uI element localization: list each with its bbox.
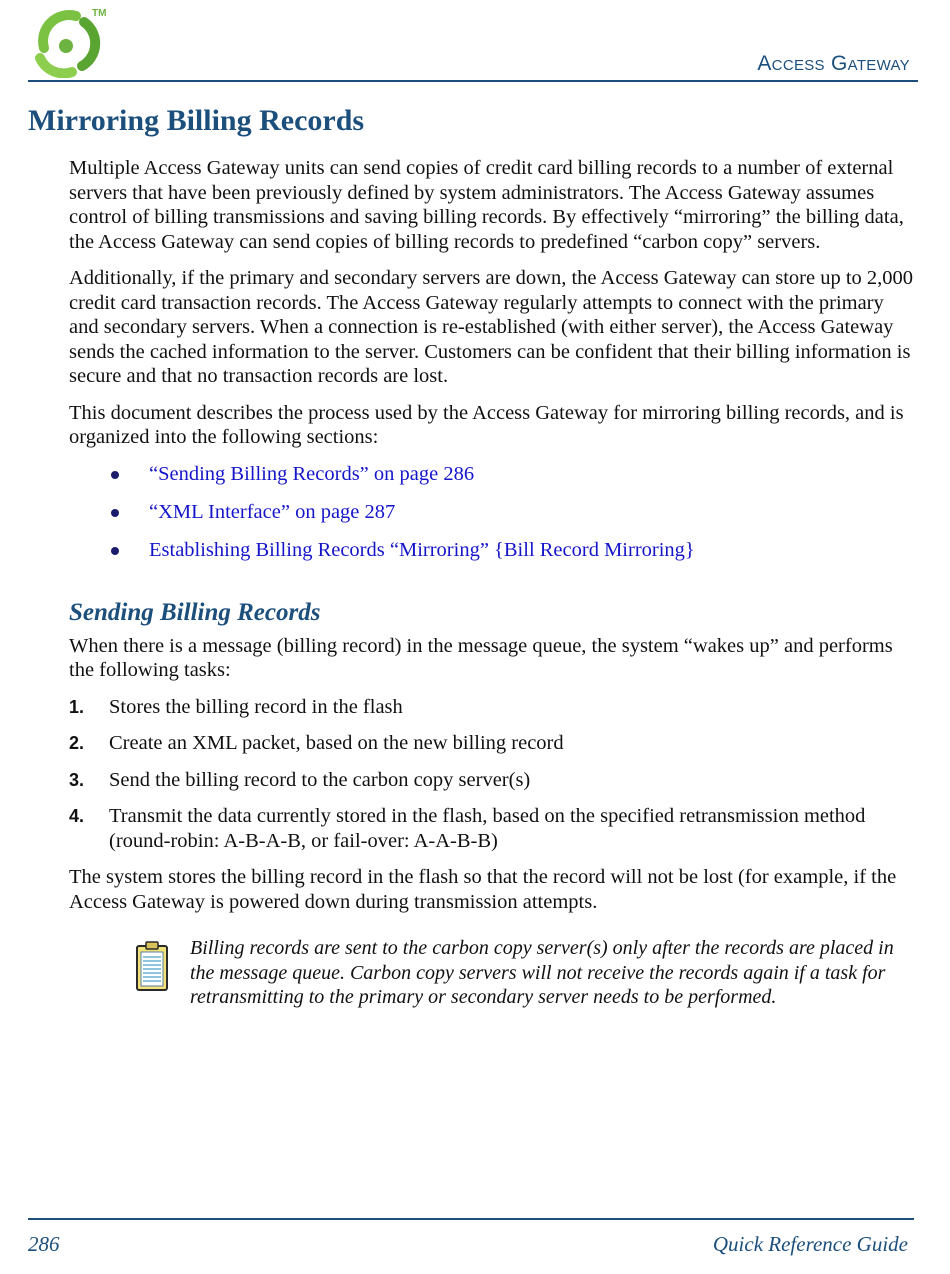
link-xml-interface[interactable]: “XML Interface” on page 287 bbox=[149, 500, 396, 523]
link-sending-billing-records[interactable]: “Sending Billing Records” on page 286 bbox=[149, 462, 475, 485]
step-number: 3. bbox=[69, 769, 85, 790]
page-number: 286 bbox=[28, 1232, 60, 1256]
step-item bbox=[69, 768, 915, 793]
note-text: Billing records are sent to the carbon copy server(s) only after the records are placed in the message queue. Carbon copy servers will not receive the records again if a task for retransmitting to the primary or secondary server needs to be performed. bbox=[190, 937, 894, 1008]
step-number: 4. bbox=[69, 806, 85, 826]
step-number: 1. bbox=[69, 696, 85, 717]
step-number: 2. bbox=[69, 733, 85, 753]
list-item bbox=[69, 538, 915, 576]
bullet-icon bbox=[111, 471, 119, 479]
guide-title: Quick Reference Guide bbox=[712, 1232, 908, 1256]
running-header-title: Access Gateway bbox=[757, 52, 910, 75]
notepad-icon bbox=[134, 940, 170, 992]
section-title: Mirroring Billing Records bbox=[28, 104, 365, 137]
step-item bbox=[69, 804, 915, 853]
step-text: Create an XML packet, based on the new billing record bbox=[109, 732, 564, 754]
subsection-intro: When there is a message (billing record) in the message queue, the system “wakes up” and performs the following tasks: bbox=[69, 634, 893, 681]
list-item bbox=[69, 462, 915, 500]
link-establishing-mirroring[interactable]: Establishing Billing Records “Mirroring” {Bill Record Mirroring} bbox=[149, 538, 695, 561]
step-item bbox=[69, 731, 915, 756]
task-steps-list bbox=[69, 695, 915, 854]
section-link-list bbox=[69, 462, 915, 576]
trademark-mark: TM bbox=[92, 8, 107, 19]
step-text: Transmit the data currently stored in the flash, based on the specified retransmission method (round-robin: A-B-A-B, or fail-over: A-A-B-B) bbox=[109, 805, 866, 852]
closing-paragraph: The system stores the billing record in the flash so that the record will not be lost (for example, if the Access Gateway is powered down during transmission attempts. bbox=[69, 866, 897, 913]
cache-paragraph: Additionally, if the primary and secondary servers are down, the Access Gateway can store up to 2,000 credit card transaction records. The Access Gateway regularly attempts to connect with the primary and secondary servers. When a connection is re-established (with either server), the Access Gateway sends the cached information to the server. Customers can be confident that their billing information is secure and that no transaction records are lost. bbox=[69, 267, 914, 387]
main-content bbox=[69, 156, 915, 1010]
bullet-icon bbox=[111, 509, 119, 517]
list-item bbox=[69, 500, 915, 538]
bullet-icon bbox=[111, 547, 119, 555]
footer-divider bbox=[28, 1218, 914, 1220]
step-item bbox=[69, 695, 915, 720]
intro-paragraph: Multiple Access Gateway units can send copies of credit card billing records to a number of external servers that have been previously defined by system administrators. The Access Gateway assumes control of billing transmissions and saving billing records. By effectively “mirroring” the billing data, the Access Gateway can send copies of billing records to predefined “carbon copy” servers. bbox=[69, 157, 904, 253]
step-text: Stores the billing record in the flash bbox=[109, 695, 403, 718]
note-callout bbox=[69, 936, 915, 1010]
header-divider bbox=[28, 80, 918, 82]
subsection-title: Sending Billing Records bbox=[69, 598, 321, 626]
step-text: Send the billing record to the carbon copy server(s) bbox=[109, 768, 531, 791]
overview-paragraph: This document describes the process used by the Access Gateway for mirroring billing records, and is organized into the following sections: bbox=[69, 401, 904, 448]
